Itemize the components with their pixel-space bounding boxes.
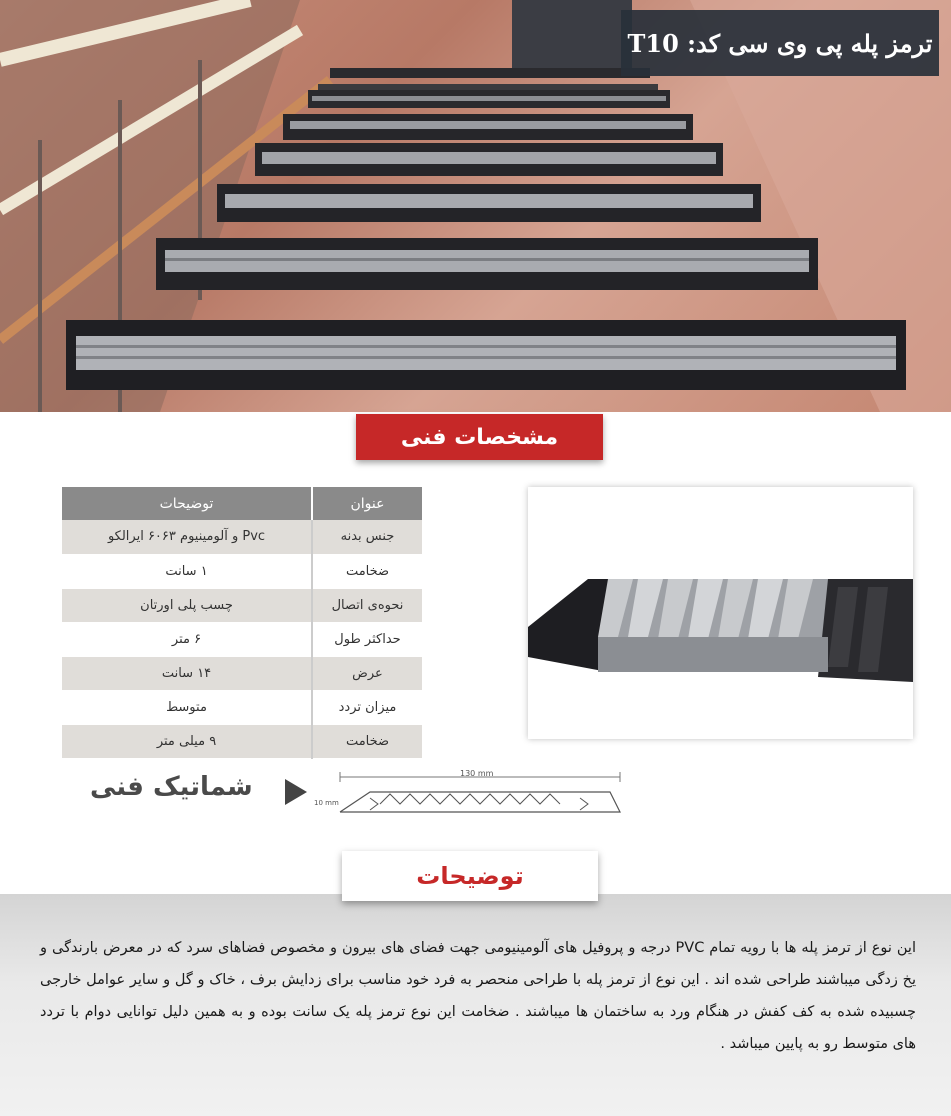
row-title: نحوه‌ی اتصال <box>312 588 422 622</box>
row-value: متوسط <box>62 690 312 724</box>
description-text: این نوع از ترمز پله ها با رویه تمام PVC درجه و پروفیل های آلومینیومی جهت فضای های بیرون و مخصوص فضاهای سرد که در معرض بارندگی و یخ زدگی میباشند طراحی شده اند . این نوع از ترمز پله با طراحی منحصر به فرد خود مناسب برای زدایش برف ، خاک و گل و سایر عوامل خارجی چسبیده شده به کف کفش در هنگام ورد به ساختمان ها میباشند . ضخامت این نوع ترمز پله یک سانت بوده و به همین دلیل توانایی دوام با تردد های متوسط رو به پایین میباشد . <box>40 940 916 1052</box>
table-row <box>62 588 422 622</box>
table-row <box>62 656 422 690</box>
height-dimension: 10 mm <box>314 799 339 807</box>
row-value: ۱ سانت <box>62 554 312 588</box>
table-row <box>62 690 422 724</box>
page-title: ترمز پله پی وی سی کد: T10 <box>627 28 933 58</box>
table-row <box>62 554 422 588</box>
spec-banner <box>356 414 603 460</box>
title-box <box>621 10 939 76</box>
row-title: عرض <box>312 656 422 690</box>
row-title: جنس بدنه <box>312 520 422 554</box>
row-value: ۶ متر <box>62 622 312 656</box>
play-triangle-icon <box>285 779 307 805</box>
product-image <box>528 487 913 739</box>
schematic-drawing <box>310 768 630 820</box>
profile-illustration <box>528 487 913 739</box>
row-value: Pvc و آلومینیوم ۶۰۶۳ ایرالکو <box>62 520 312 554</box>
hero-photo <box>0 0 951 412</box>
table-row <box>62 724 422 758</box>
description-banner <box>342 851 598 901</box>
header-title: عنوان <box>312 487 422 520</box>
row-value: چسب پلی اورتان <box>62 588 312 622</box>
schematic-label: شماتیک فنی <box>90 772 253 802</box>
header-description: توضیحات <box>62 487 312 520</box>
row-value: ۹ میلی متر <box>62 724 312 758</box>
table-header-row <box>62 487 422 520</box>
spec-table <box>62 487 422 759</box>
description-banner-label: توضیحات <box>416 862 524 890</box>
row-title: حداکثر طول <box>312 622 422 656</box>
spec-banner-label: مشخصات فنی <box>400 424 559 450</box>
table-row <box>62 520 422 554</box>
table-row <box>62 622 422 656</box>
width-dimension: 130 mm <box>460 769 494 778</box>
row-title: میزان تردد <box>312 690 422 724</box>
row-value: ۱۴ سانت <box>62 656 312 690</box>
row-title: ضخامت <box>312 724 422 758</box>
row-title: ضخامت <box>312 554 422 588</box>
